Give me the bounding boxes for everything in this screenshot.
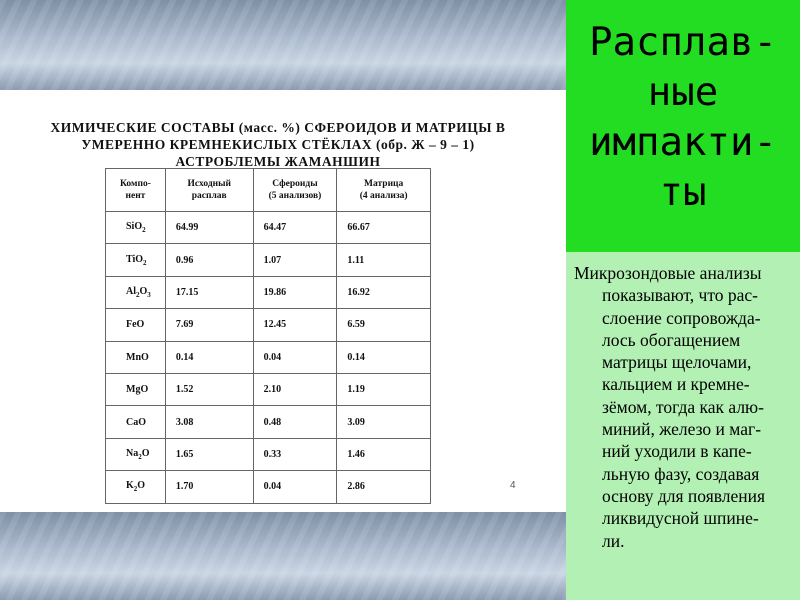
value-cell: 0.33	[253, 438, 337, 470]
value-cell: 0.04	[253, 341, 337, 373]
formula-subscript: 2	[136, 290, 140, 299]
background-texture-top	[0, 0, 566, 90]
component-cell	[106, 276, 166, 308]
table-row	[106, 341, 431, 373]
background-texture-bottom	[0, 512, 566, 600]
panel-text-line: слоение сопровожда-	[602, 307, 761, 328]
component-cell	[106, 406, 166, 438]
table-header-row	[106, 169, 431, 212]
formula-text: SiO	[126, 221, 143, 233]
panel-text-line: миний, железо и маг-	[602, 419, 762, 440]
formula-text: K	[126, 480, 134, 492]
value-cell: 1.07	[253, 244, 337, 276]
document-title	[8, 119, 548, 170]
value-cell: 1.19	[337, 373, 431, 405]
table-row	[106, 244, 431, 276]
formula-text: Al	[126, 285, 136, 297]
value-cell: 7.69	[165, 309, 253, 341]
value-cell: 19.86	[253, 276, 337, 308]
side-panel-text	[574, 262, 790, 552]
table-row	[106, 438, 431, 470]
composition-table	[105, 168, 431, 504]
formula-text: CaO	[126, 416, 146, 428]
panel-text-line: основу для появления	[602, 485, 766, 506]
value-cell: 0.04	[253, 471, 337, 503]
formula-subscript: 2	[138, 452, 142, 461]
value-cell: 1.11	[337, 244, 431, 276]
panel-text-line: Микрозондовые анализы	[574, 263, 762, 283]
value-cell: 6.59	[337, 309, 431, 341]
formula-text: MgO	[126, 384, 149, 396]
panel-text-line: зёмом, тогда как алю-	[602, 396, 764, 417]
title-line: ХИМИЧЕСКИЕ СОСТАВЫ (масс. %) СФЕРОИДОВ И МАТРИЦЫ В	[50, 120, 506, 135]
column-header-component: Компо- нент	[106, 169, 166, 212]
column-header-matrix: Матрица (4 анализа)	[337, 169, 431, 212]
title-line: УМЕРЕННО КРЕМНЕКИСЛЫХ СТЁКЛАХ (обр. Ж – 9 – 1)	[81, 137, 475, 152]
component-cell	[106, 438, 166, 470]
table-row	[106, 276, 431, 308]
panel-text-line: ли.	[602, 530, 625, 551]
value-cell: 0.48	[253, 406, 337, 438]
headline-line: ные	[647, 70, 719, 115]
column-header-initial-melt: Исходный расплав	[165, 169, 253, 212]
value-cell: 2.10	[253, 373, 337, 405]
panel-text-line: ликвидусной шпине-	[602, 508, 759, 529]
formula-text: FeO	[126, 319, 145, 331]
value-cell: 1.46	[337, 438, 431, 470]
formula-text: TiO	[126, 253, 144, 265]
component-cell	[106, 309, 166, 341]
value-cell: 66.67	[337, 212, 431, 244]
column-header-spheroids: Сфероиды (5 анализов)	[253, 169, 337, 212]
panel-text-line: лось обогащением	[602, 329, 741, 350]
panel-text-line: льную фазу, создавая	[602, 463, 760, 484]
table-row	[106, 212, 431, 244]
formula-text: O	[139, 285, 148, 297]
value-cell: 3.08	[165, 406, 253, 438]
panel-text-line: показывают, что рас-	[602, 285, 758, 306]
value-cell: 3.09	[337, 406, 431, 438]
formula-subscript: 2	[133, 485, 138, 494]
value-cell: 1.70	[165, 471, 253, 503]
formula-text: O	[141, 447, 150, 459]
component-cell	[106, 471, 166, 503]
formula-text: MnO	[126, 351, 149, 363]
side-panel-headline	[566, 18, 800, 218]
page-number: 4	[510, 480, 516, 491]
formula-text: Na	[126, 447, 139, 459]
value-cell: 2.86	[337, 471, 431, 503]
panel-text-line: кальцием и кремне-	[602, 374, 750, 395]
value-cell: 17.15	[165, 276, 253, 308]
formula-subscript: 3	[147, 290, 151, 299]
formula-subscript: 2	[142, 226, 146, 235]
value-cell: 1.65	[165, 438, 253, 470]
title-line: АСТРОБЛЕМЫ ЖАМАНШИН	[175, 154, 381, 169]
table-row	[106, 373, 431, 405]
value-cell: 0.14	[165, 341, 253, 373]
formula-text: O	[137, 480, 146, 492]
headline-line: Расплав-	[589, 20, 777, 65]
table-row	[106, 309, 431, 341]
value-cell: 64.47	[253, 212, 337, 244]
headline-line: ты	[659, 170, 707, 215]
table-row	[106, 406, 431, 438]
value-cell: 12.45	[253, 309, 337, 341]
component-cell	[106, 244, 166, 276]
headline-line: импакти-	[589, 120, 777, 165]
panel-text-line: ний уходили в капе-	[602, 441, 752, 462]
formula-subscript: 2	[143, 258, 147, 267]
value-cell: 0.96	[165, 244, 253, 276]
value-cell: 16.92	[337, 276, 431, 308]
component-cell	[106, 212, 166, 244]
component-cell	[106, 341, 166, 373]
table-row	[106, 471, 431, 503]
value-cell: 0.14	[337, 341, 431, 373]
value-cell: 1.52	[165, 373, 253, 405]
panel-text-line: матрицы щелочами,	[602, 352, 752, 373]
value-cell: 64.99	[165, 212, 253, 244]
component-cell	[106, 373, 166, 405]
